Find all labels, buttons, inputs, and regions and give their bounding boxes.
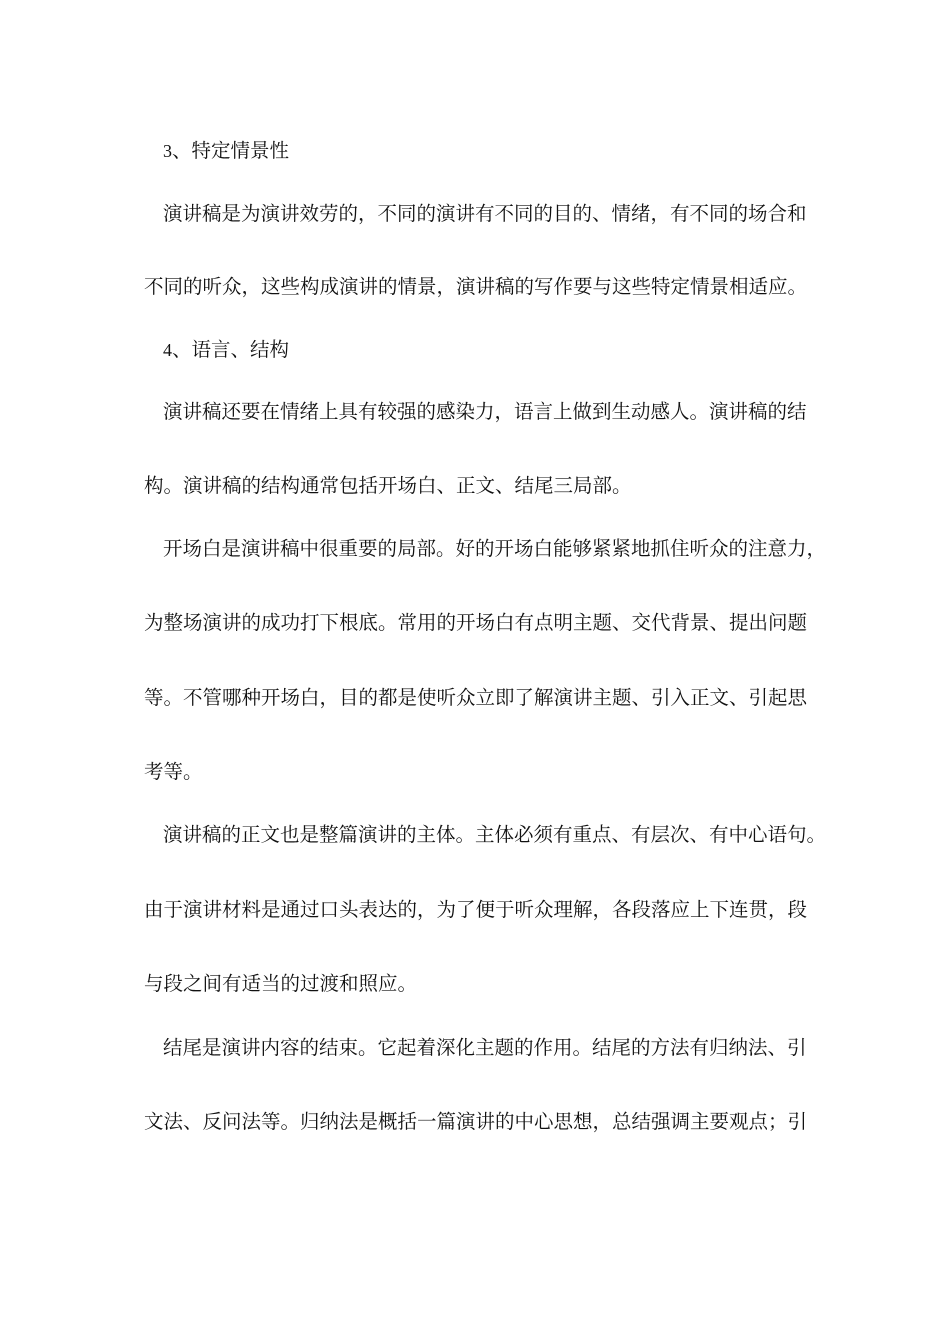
section-3-title: 、特定情景性	[172, 139, 290, 162]
section-4-number: 4	[163, 340, 172, 360]
section-3-heading	[163, 137, 823, 165]
paragraph-line: 构。演讲稿的结构通常包括开场白、正文、结尾三局部。	[144, 474, 632, 497]
paragraph-line: 与段之间有适当的过渡和照应。	[144, 972, 418, 995]
paragraph-line: 开场白是演讲稿中很重要的局部。好的开场白能够紧紧地抓住听众的注意力，	[163, 537, 827, 560]
paragraph-line: 等。不管哪种开场白，目的都是使听众立即了解演讲主题、引入正文、引起思	[144, 686, 808, 709]
paragraph-line: 考等。	[144, 760, 203, 783]
section-4-heading	[163, 336, 823, 364]
section-4-title: 、语言、结构	[172, 338, 290, 361]
paragraph-line: 由于演讲材料是通过口头表达的，为了便于听众理解，各段落应上下连贯，段	[144, 898, 808, 921]
paragraph-line: 演讲稿的正文也是整篇演讲的主体。主体必须有重点、有层次、有中心语句。	[163, 823, 827, 846]
paragraph-line: 演讲稿是为演讲效劳的，不同的演讲有不同的目的、情绪，有不同的场合和	[163, 202, 807, 225]
paragraph-line: 文法、反问法等。归纳法是概括一篇演讲的中心思想，总结强调主要观点；引	[144, 1110, 808, 1133]
section-3-number: 3	[163, 141, 172, 161]
paragraph-line: 结尾是演讲内容的结束。它起着深化主题的作用。结尾的方法有归纳法、引	[163, 1036, 807, 1059]
paragraph-line: 不同的听众，这些构成演讲的情景，演讲稿的写作要与这些特定情景相适应。	[144, 275, 808, 298]
paragraph-line: 演讲稿还要在情绪上具有较强的感染力，语言上做到生动感人。演讲稿的结	[163, 400, 807, 423]
paragraph-line: 为整场演讲的成功打下根底。常用的开场白有点明主题、交代背景、提出问题	[144, 611, 808, 634]
